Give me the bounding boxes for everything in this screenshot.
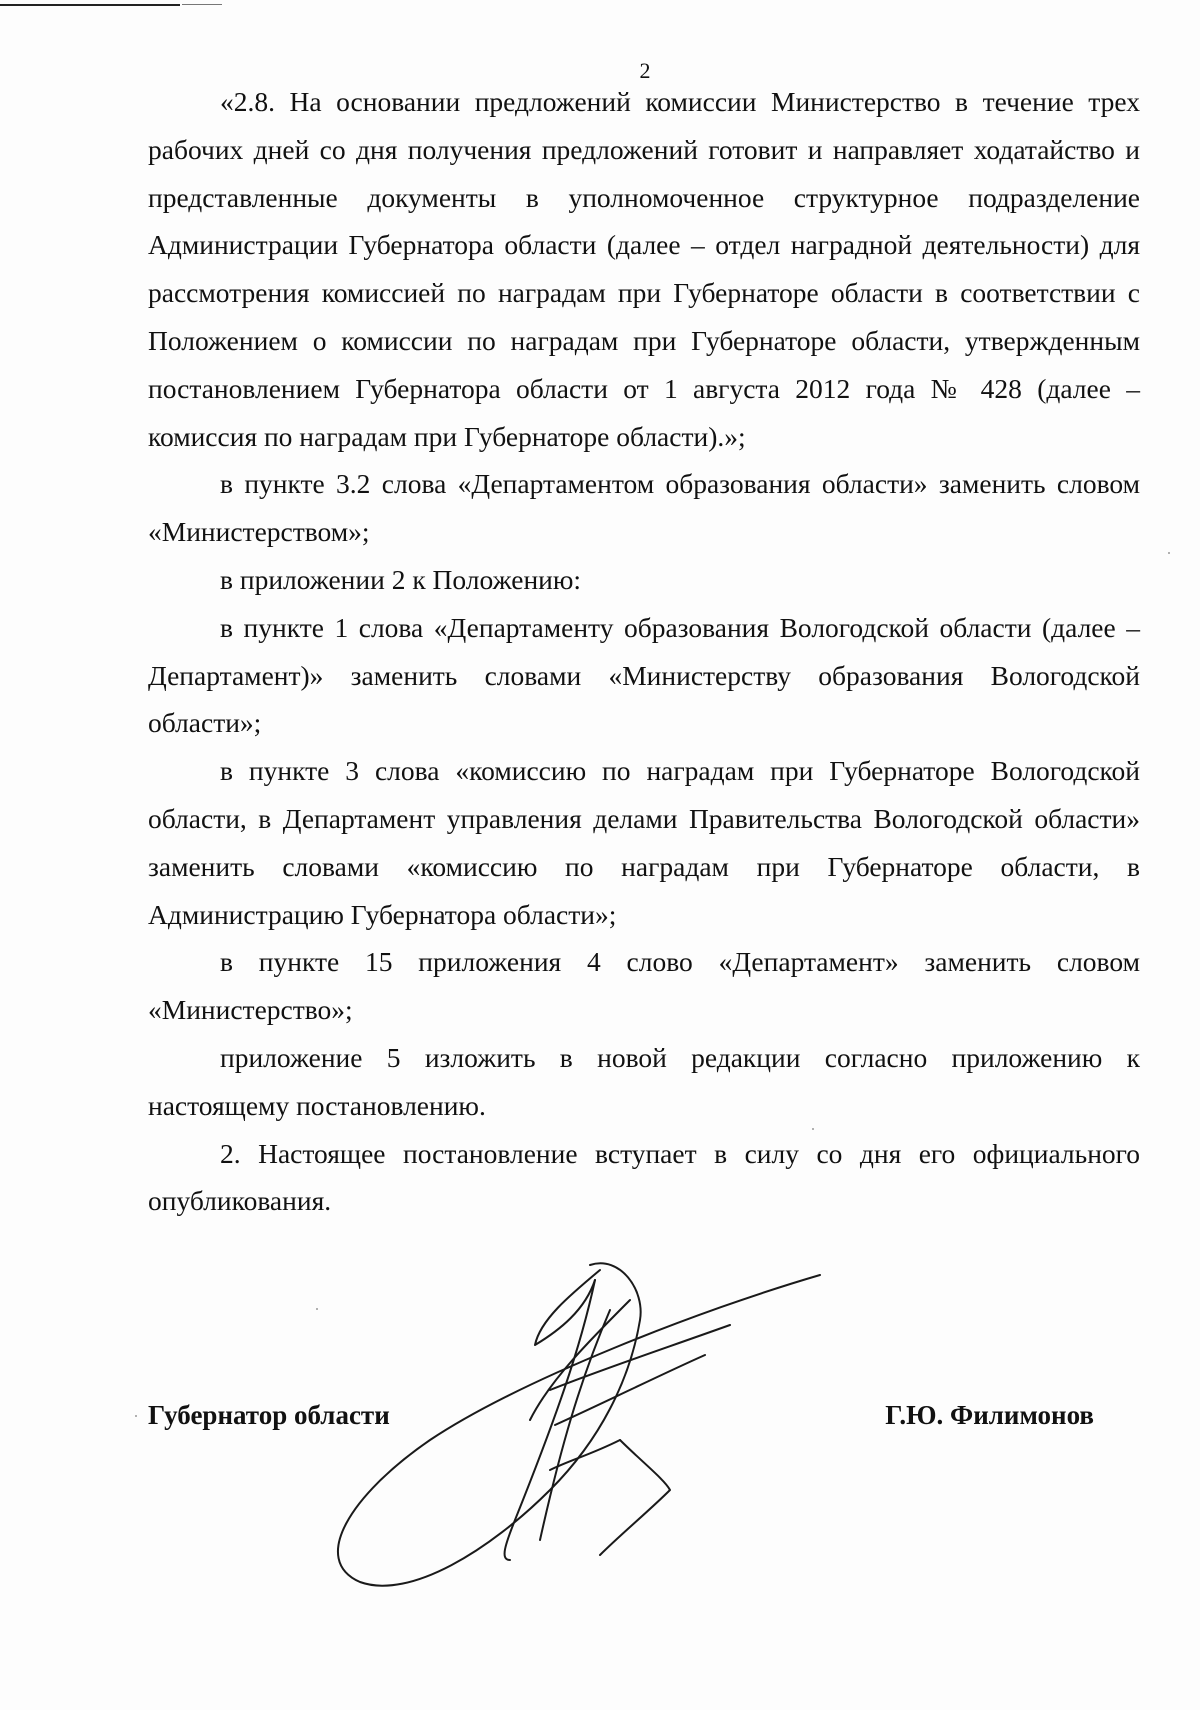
- paragraph-2-8: «2.8. На основании предложений комиссии Министерство в течение трех рабочих дней со дня получения предложений готовит и направляет ходатайство и представленные документы в уполномоченное структурное подразделение Администрации Губернатора области (далее – отдел наградной деятельности) для рассмотрения комиссией по наградам при Губернаторе области в соответствии с Положением о комиссии по наградам при Губернаторе области, утвержденным постановлением Губернатора области от 1 августа 2012 года № 428 (далее – комиссия по наградам при Губернаторе области).»;: [148, 86, 1140, 452]
- paragraph-amend-point-15: в пункте 15 приложения 4 слово «Департамент» заменить словом «Министерство»;: [148, 946, 1140, 1026]
- paragraph-amend-3-2: в пункте 3.2 слова «Департаментом образования области» заменить словом «Министерством»;: [148, 468, 1140, 548]
- signatory-name: Г.Ю. Филимонов: [885, 1400, 1094, 1430]
- signature-block: [148, 1400, 1094, 1440]
- scan-edge-rule-faint: [182, 4, 222, 5]
- scan-speck: [316, 1308, 318, 1310]
- page-number: 2: [639, 58, 651, 83]
- document-body: [148, 78, 1140, 1225]
- scan-edge-rule: [0, 4, 180, 6]
- paragraph-appendix-5: приложение 5 изложить в новой редакции согласно приложению к настоящему постановлению.: [148, 1041, 1140, 1121]
- scan-speck: [135, 1415, 137, 1417]
- paragraph-amend-point-3: в пункте 3 слова «комиссию по наградам при Губернаторе Вологодской области, в Департамент управления делами Правительства Вологодской области» заменить словами «комиссию по наградам при Губернаторе области, в Администрацию Губернатора области»;: [148, 755, 1140, 930]
- signatory-position: Губернатор области: [148, 1400, 390, 1430]
- scan-speck: [1168, 552, 1170, 554]
- scan-speck: [812, 1128, 814, 1130]
- paragraph-appendix-2: в приложении 2 к Положению:: [220, 563, 582, 595]
- paragraph-amend-point-1: в пункте 1 слова «Департаменту образования Вологодской области (далее – Департамент)» заменить словами «Министерству образования Вологодской области»;: [148, 611, 1140, 739]
- paragraph-effective-date: 2. Настоящее постановление вступает в силу со дня его официального опубликования.: [148, 1137, 1140, 1217]
